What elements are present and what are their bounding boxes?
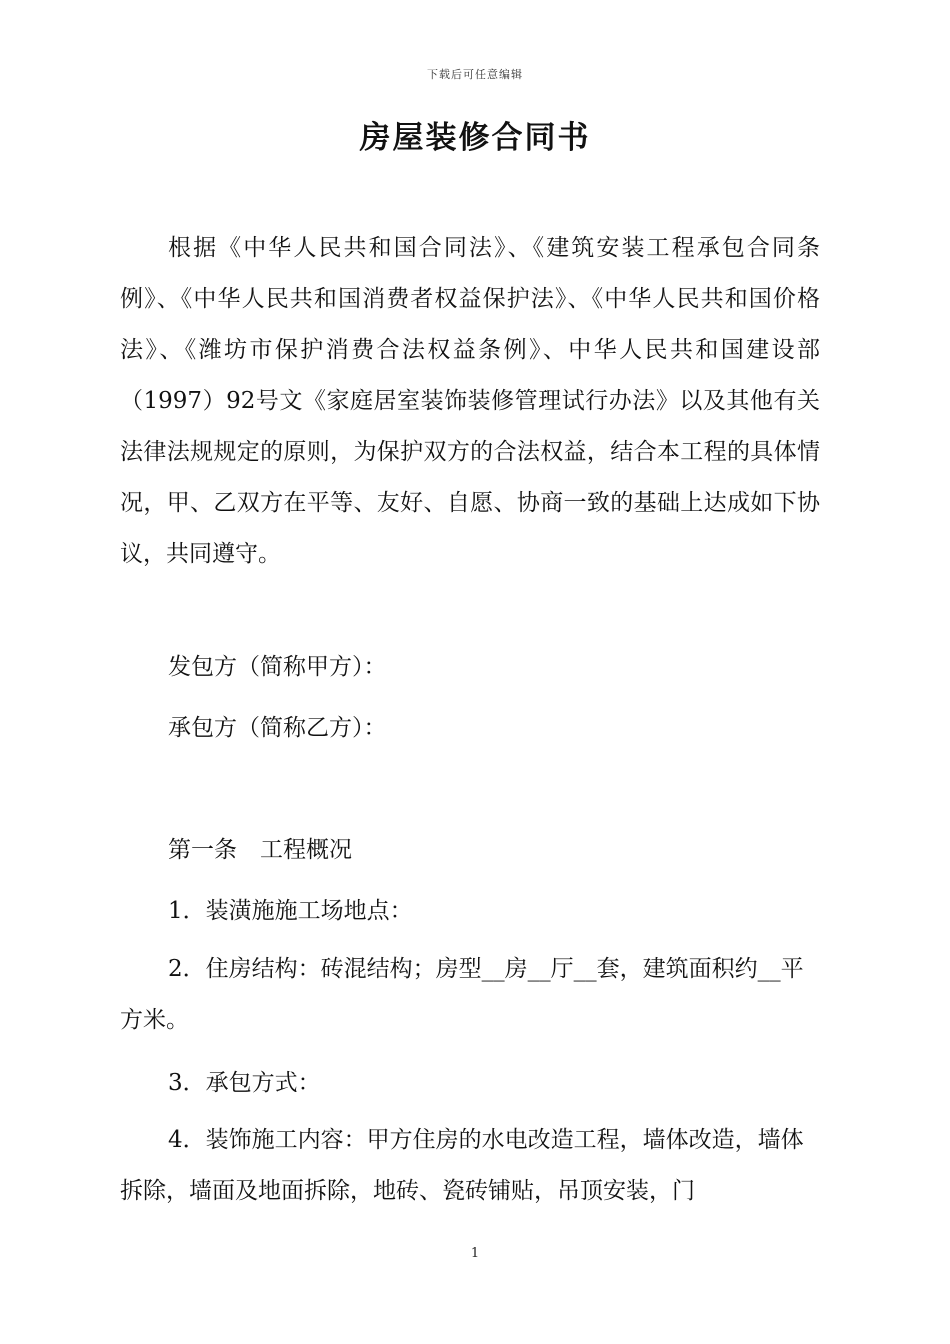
page-number: 1: [470, 1246, 480, 1261]
party-a-line: 发包方（简称甲方）：: [168, 654, 387, 680]
preamble-paragraph: 根据《中华人民共和国合同法》、《建筑安装工程承包合同条例》、《中华人民共和国消费者权益保护法》、《中华人民共和国价格法》、《潍坊市保护消费合法权益条例》、中华人民共和国建设部（1997）92号文《家庭居室装饰装修管理试行办法》以及其他有关法律法规规定的原则，为保护双方的合法权益，结合本工程的具体情况，甲、乙双方在平等、友好、自愿、协商一致的基础上达成如下协议，共同遵守。: [120, 235, 820, 567]
party-b-line: 承包方（简称乙方）：: [168, 715, 387, 741]
article-1-item-3: 3．承包方式：: [168, 1070, 321, 1096]
article-1-heading: 第一条 工程概况: [168, 837, 352, 863]
document-title: 房屋装修合同书: [359, 120, 591, 156]
header-note: 下载后可任意编辑: [427, 68, 523, 81]
article-1-item-4: 4．装饰施工内容：甲方住房的水电改造工程，墙体改造，墙体拆除，墙面及地面拆除，地砖、瓷砖铺贴，吊顶安装，门: [120, 1127, 804, 1204]
article-1-item-2: 2．住房结构：砖混结构；房型__房__厅__套，建筑面积约__平方米。: [120, 956, 804, 1033]
article-1-item-1: 1．装潢施施工场地点：: [168, 898, 413, 924]
